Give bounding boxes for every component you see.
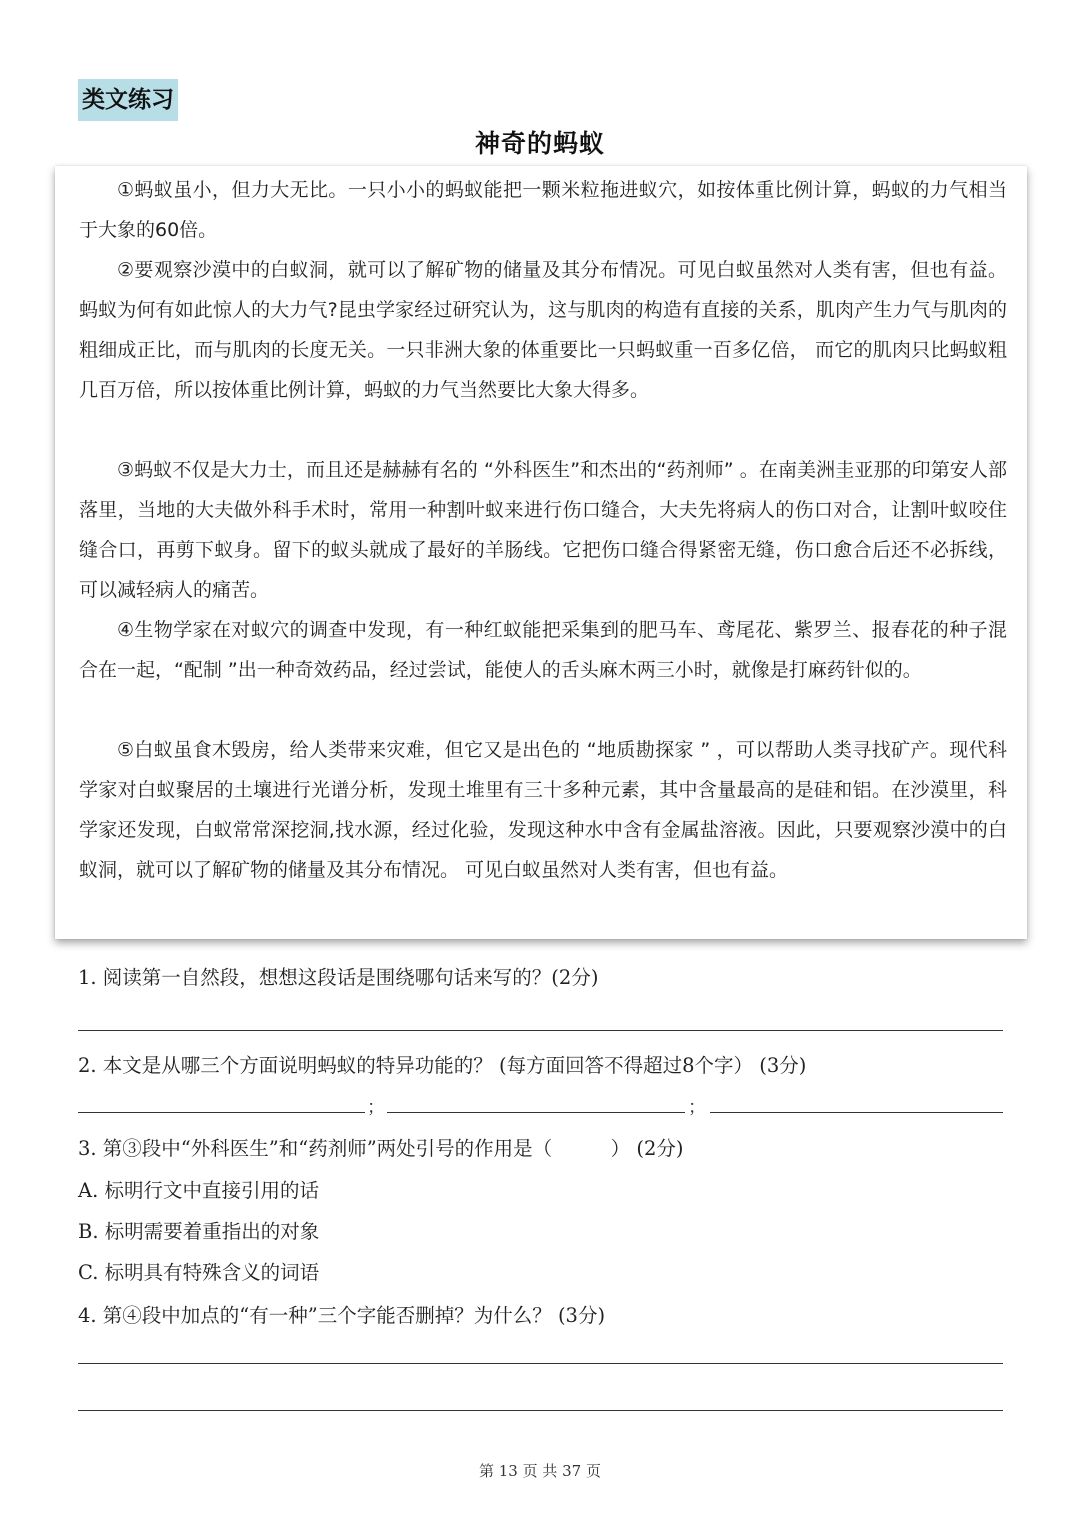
answer-line-1[interactable] (78, 1030, 1003, 1031)
option-c: C. 标明具有特殊含义的词语 (78, 1261, 320, 1284)
question-2: 2. 本文是从哪三个方面说明蚂蚁的特异功能的？ (每方面回答不得超过8个字） (3分) (78, 1054, 807, 1077)
answer-line-2b[interactable] (387, 1112, 685, 1113)
answer-line-2c[interactable] (710, 1112, 1003, 1113)
option-b: B. 标明需要着重指出的对象 (78, 1220, 320, 1243)
separator: ； (688, 1097, 706, 1118)
answer-line-2a[interactable] (78, 1112, 365, 1113)
passage-title: 神奇的蚂蚁 (474, 129, 605, 158)
paragraph-5: ⑤白蚁虽食木毁房，给人类带来灾难，但它又是出色的 “地质勘探家 ” ，可以帮助人类寻找矿产。现代科学家对白蚁聚居的土壤进行光谱分析，发现土堆里有三十多种元素，其中含量最高的是硅和铝。在沙漠里，科学家还发现，白蚁常常深挖洞,找水源，经过化验，发现这种水中含有金属盐溶液。因此，只要观察沙漠中的白蚁洞，就可以了解矿物的储量及其分布情况。 可见白蚁虽然对人类有害，但也有益。 (79, 739, 1007, 881)
passage-box (55, 166, 1027, 939)
page-footer: 第 13 页 共 37 页 (478, 1462, 601, 1480)
option-a: A. 标明行文中直接引用的话 (78, 1179, 319, 1202)
paragraph-2: ②要观察沙漠中的白蚁洞，就可以了解矿物的储量及其分布情况。可见白蚁虽然对人类有害，但也有益。蚂蚁为何有如此惊人的大力气?昆虫学家经过研究认为，这与肌肉的构造有直接的关系，肌肉产生力气与肌肉的粗细成正比，而与肌肉的长度无关。一只非洲大象的体重要比一只蚂蚁重一百多亿倍， 而它的肌肉只比蚂蚁粗几百万倍，所以按体重比例计算，蚂蚁的力气当然要比大象大得多。 (79, 259, 1007, 401)
section-tag: 类文练习 (78, 79, 178, 121)
paragraph-4: ④生物学家在对蚁穴的调查中发现，有一种红蚁能把采集到的肥马车、鸢尾花、紫罗兰、报春花的种子混合在一起，“配制 ”出一种奇效药品，经过尝试，能使人的舌头麻木两三小时，就像是打麻药针似的。 (79, 619, 1007, 681)
answer-line-4b[interactable] (78, 1410, 1003, 1411)
paragraph-3: ③蚂蚁不仅是大力士，而且还是赫赫有名的 “外科医生”和杰出的“药剂师” 。在南美洲圭亚那的印第安人部落里，当地的大夫做外科手术时，常用一种割叶蚁来进行伤口缝合，大夫先将病人的伤口对合，让割叶蚁咬住缝合口，再剪下蚁身。留下的蚁头就成了最好的羊肠线。它把伤口缝合得紧密无缝，伤口愈合后还不必拆线，可以减轻病人的痛苦。 (79, 459, 1007, 601)
question-1: 1. 阅读第一自然段，想想这段话是围绕哪句话来写的？(2分) (78, 966, 599, 989)
question-4: 4. 第④段中加点的“有一种”三个字能否删掉？为什么？ (3分) (78, 1304, 606, 1327)
separator: ； (367, 1097, 385, 1118)
paragraph-1: ①蚂蚁虽小，但力大无比。一只小小的蚂蚁能把一颗米粒拖进蚁穴，如按体重比例计算，蚂蚁的力气相当于大象的60倍。 (79, 179, 1007, 241)
answer-line-4a[interactable] (78, 1363, 1003, 1364)
question-3: 3. 第③段中“外科医生”和“药剂师”两处引号的作用是（ ） (2分) (78, 1137, 684, 1160)
